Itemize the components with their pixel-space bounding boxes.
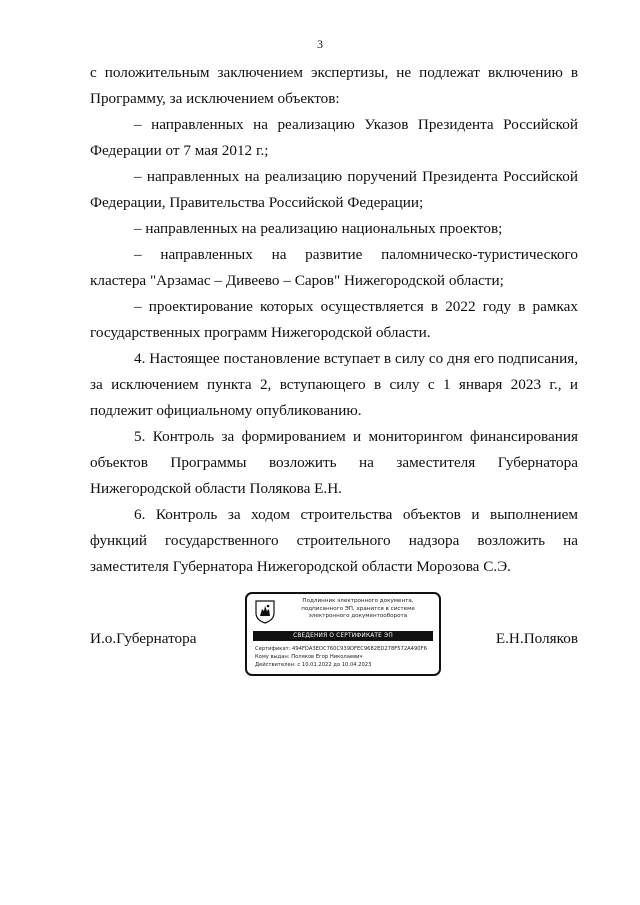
stamp-issued-to: Кому выдан: Поляков Егор Николаевич [255,654,363,660]
document-body [90,60,578,580]
list-item-decrees: – направленных на реализацию Указов Президента Российской Федерации от 7 мая 2012 г.; [90,116,578,159]
page-number: 3 [317,37,323,51]
clause-4: 4. Настоящее постановление вступает в силу со дня его подписания, за исключением пункта 2, вступающего в силу с 1 января 2023 г., и подлежит официальному опубликованию. [90,350,578,419]
list-item-pilgrimage-cluster: – направленных на развитие паломническо-туристического кластера "Арзамас – Дивеево – Саров" Нижегородской области; [90,246,578,289]
stamp-validity: Действителен: с 10.01.2022 до 10.04.2023 [255,662,372,668]
list-item-design-2022: – проектирование которых осуществляется в 2022 году в рамках государственных программ Нижегородской области. [90,298,578,341]
list-item-instructions: – направленных на реализацию поручений Президента Российской Федерации, Правительства Российской Федерации; [90,168,578,211]
clause-6: 6. Контроль за ходом строительства объектов и выполнением функций государственного строительного надзора возложить на заместителя Губернатора Нижегородской области Морозова С.Э. [90,506,578,575]
signer-name: Е.Н.Поляков [495,630,578,647]
stamp-header: Подлинник электронного документа, подписанного ЭП, хранится в системе электронного документооборота [301,598,415,619]
stamp-banner: СВЕДЕНИЯ О СЕРТИФИКАТЕ ЭП [253,631,433,641]
clause-5: 5. Контроль за формированием и мониторингом финансирования объектов Программы возложить на заместителя Губернатора Нижегородской области Полякова Е.Н. [90,428,578,497]
coat-of-arms-icon [255,600,275,624]
signer-title: И.о.Губернатора [90,630,197,647]
list-item-national-projects: – направленных на реализацию национальных проектов; [134,220,503,237]
stamp-certificate: Сертификат: 494FDA3EDC760C939DFEC9682ED278F572A490F6 [255,646,427,652]
electronic-signature-stamp [245,592,441,676]
paragraph-continuation: с положительным заключением экспертизы, не подлежат включению в Программу, за исключением объектов: [90,64,578,107]
signature-block [90,590,578,680]
